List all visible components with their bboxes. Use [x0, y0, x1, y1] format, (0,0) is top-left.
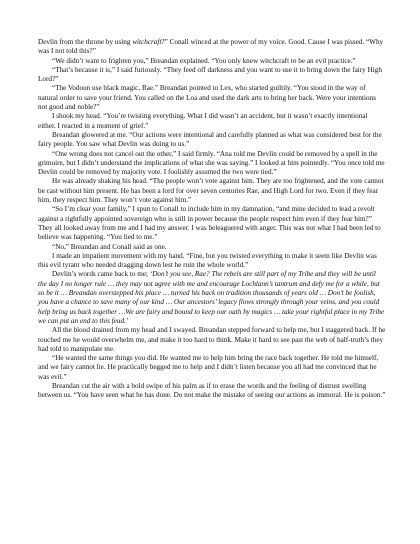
text-segment: ?” Conall winced at the power of my voice. Good. Cause I was pissed. “Why was I not told this?” [38, 38, 384, 56]
text-segment: Devlin from the throne by using [38, 38, 133, 46]
text-segment: “He wanted the same things you did. He wanted me to help him bring the race back together. He told me himself, and we fairy cannot lie. He practically begged me to help and I didn’t listen because you all had me convinced that he was evil.” [38, 354, 379, 381]
paragraph [38, 66, 386, 85]
paragraph [38, 57, 386, 66]
paragraph [38, 252, 386, 271]
text-segment: “No,” Breandan and Conall said as one. [52, 242, 167, 251]
text-segment: All the blood drained from my head and I swayed. Breandan stepped forward to help me, but I staggered back. If he touched me he would overwhelm me, and make it too hard to think. Make it hard to see past the web of half-truth’s they had told to manipulate me. [38, 326, 386, 353]
italic-text: witchcraft [132, 38, 162, 46]
document-page [38, 38, 386, 401]
paragraph [38, 354, 386, 382]
text-segment: “So I’m clear your family,” I spun to Conall to include him in my damnation, “and mine decided to lead a revolt against a rightfully appointed sovereign who is still in power because the people respect him even if they fear him?” They all looked away from me and I had my answer. I was beleaguered with anger. This was not what I had been led to believe was happening. “You lied to me.” [38, 205, 381, 242]
italic-text: ‘Don’t you see, Rae? The rebels are still part of my Tribe and they will be until the day I no longer rule … they may not agree with me and encourage Lochlann’s tantrum and defy me for a while, but so be it … Breandan overstepped his place … turned his back on tradition thousands of years old … Don’t be foolish, you have a chance to save many of our kind … Our ancestors’ legacy flows strongly through your veins, and you could help bring us back together …We are fairy and bound to keep our oath by magics … take your rightful place in my Tribe we can put an end to this feud.’ [38, 270, 385, 325]
paragraph [38, 84, 386, 112]
text-segment: I shook my head. “You’re twisting everything. What I did wasn’t an accident, but it wasn’t exactly intentional either. I reacted in a moment of grief.” [38, 112, 368, 130]
paragraph [38, 177, 386, 205]
paragraph [38, 38, 386, 57]
paragraph [38, 112, 386, 131]
paragraph [38, 131, 386, 150]
paragraph [38, 150, 386, 178]
text-segment: I made an impatient movement with my hand. “Fine, but you twisted everything to make it seem like Devlin was this evil tyrant who needed dragging down lest he ruin the whole world.” [38, 251, 377, 270]
paragraph [38, 382, 386, 401]
text-segment: Devlin’s words came back to me; [52, 270, 150, 279]
paragraph [38, 270, 386, 326]
paragraph [38, 326, 386, 354]
text-segment: Breandan cut the air with a bold swipe of his palm as if to erase the words and the feeling of distrust swelling between us. “You have seen what he has done. Do not make the mistake of seeing our actions as immoral. He is poison.” [38, 381, 386, 400]
text-segment: “That’s because it is,” I said furiously. “They feed off darkness and you want to use it to bring down the fairy High Lord?” [38, 65, 382, 84]
text-segment: “One wrong does not cancel out the other,” I said firmly. “Ana told me Devlin could be removed by a spell in the grimoire, but I didn’t understand the implications of what she was saying.” I looked at him pointedly. “You once told me Devlin could be removed by majority vote. I foolishly assumed the two were tied.” [38, 149, 385, 177]
paragraph [38, 205, 386, 242]
text-segment: “We didn’t want to frighten you,” Breandan explained. “You only knew witchcraft to be an evil practice.” [52, 56, 356, 65]
text-segment: “The Vodoun use black magic, Rae.” Breandan pointed to Lex, who started guiltily. “You stood in the way of natural order to save your friend. You called on the Loa and used the dark arts to bring her back. Were your intentions not good and noble?” [38, 84, 376, 112]
text-segment: Breandan glowered at me. “Our actions were intentional and carefully planned as what was considered best for the fairy people. You saw what Devlin was doing to us.” [38, 130, 382, 149]
paragraph [38, 243, 386, 252]
text-segment: He was already shaking his head. “The people won’t vote against him. They are too frightened, and the vote cannot be cast without him present. He has been a lord for over seven centuries Rae, and High Lord for two. Even if they fear him, they respect him. They won’t vote against him.” [38, 177, 384, 205]
